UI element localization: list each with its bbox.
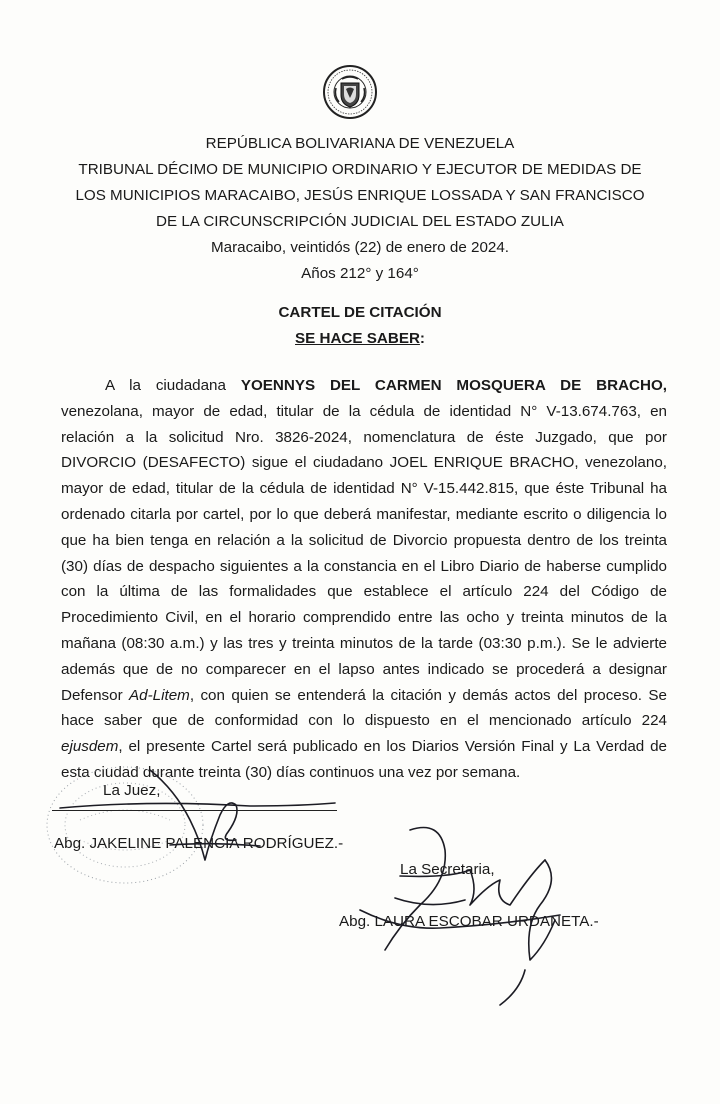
body-line bbox=[61, 683, 667, 709]
place-date: Maracaibo, veintidós (22) de enero de 2024. bbox=[210, 239, 510, 256]
title-sub bbox=[40, 326, 680, 352]
body-line: venezolana, mayor de edad, titular de la cédula de identidad N° V-13.674.763, en bbox=[61, 402, 667, 420]
body-line: relación a la solicitud Nro. 3826-2024, nomenclatura de éste Juzgado, que por bbox=[61, 428, 667, 446]
secretary-role: La Secretaria, bbox=[400, 861, 495, 878]
body-line: que ha bien tenga en relación a la solicitud de Divorcio propuesta dentro de los treinta bbox=[61, 531, 667, 549]
country-line: REPÚBLICA BOLIVARIANA DE VENEZUELA bbox=[205, 135, 515, 152]
body-line: además que de no comparecer en el lapso antes indicado se procederá a designar bbox=[61, 660, 667, 678]
body-line bbox=[61, 734, 667, 760]
body-line: mayor de edad, titular de la cédula de identidad N° V-15.442.815, que éste Tribunal ha bbox=[61, 480, 667, 498]
title-sub-colon: : bbox=[419, 330, 425, 347]
body-line: (30) días de despacho siguientes a la constancia en el Libro Diario de haberse cumplido bbox=[61, 557, 667, 575]
document-title bbox=[40, 300, 680, 352]
body-text: A la ciudadana bbox=[105, 377, 241, 394]
document-header bbox=[40, 131, 680, 287]
body-line: esta ciudad durante treinta (30) días continuos una vez por semana. bbox=[61, 763, 521, 781]
body-line: hace saber que de conformidad con lo dispuesto en el mencionado artículo 224 bbox=[61, 712, 667, 730]
body-line bbox=[61, 373, 667, 399]
years-line: Años 212° y 164° bbox=[301, 265, 419, 282]
title-main: CARTEL DE CITACIÓN bbox=[278, 304, 442, 321]
body-line: Procedimiento Civil, en el horario comprendido entre las ocho y treinta minutos de la bbox=[61, 609, 667, 627]
body-text: Defensor bbox=[61, 686, 130, 704]
body-line: DIVORCIO (DESAFECTO) sigue el ciudadano JOEL ENRIQUE BRACHO, venezolano, bbox=[61, 454, 667, 472]
tribunal-line-1: TRIBUNAL DÉCIMO DE MUNICIPIO ORDINARIO Y EJECUTOR DE MEDIDAS DE bbox=[78, 161, 642, 178]
body-line: mañana (08:30 a.m.) y las tres y treinta minutos de la tarde (03:30 p.m.). Se le advierte bbox=[61, 634, 667, 652]
judge-role: La Juez, bbox=[103, 782, 161, 799]
body-line: ordenado citarla por cartel, por lo que deberá manifestar, mediante escrito o diligencia lo bbox=[61, 505, 667, 523]
document-body bbox=[61, 373, 667, 786]
title-sub-text: SE HACE SABER bbox=[295, 330, 420, 347]
secretary-name: Abg. LAURA ESCOBAR URDANETA.- bbox=[339, 913, 599, 930]
body-text: , el presente Cartel será publicado en los Diarios Versión Final y La Verdad de bbox=[118, 738, 667, 756]
coat-of-arms-seal-icon bbox=[322, 64, 378, 120]
tribunal-line-2: LOS MUNICIPIOS MARACAIBO, JESÚS ENRIQUE LOSSADA Y SAN FRANCISCO bbox=[75, 187, 645, 204]
citee-name: YOENNYS DEL CARMEN MOSQUERA DE BRACHO, bbox=[240, 377, 668, 394]
body-italic: Ad-Litem bbox=[129, 686, 190, 704]
court-stamp-icon bbox=[40, 760, 210, 890]
body-italic: ejusdem bbox=[61, 738, 119, 756]
judge-name: Abg. JAKELINE PALENCIA RODRÍGUEZ.- bbox=[54, 835, 344, 852]
judge-signature-line bbox=[52, 810, 337, 811]
tribunal-line-3: DE LA CIRCUNSCRIPCIÓN JUDICIAL DEL ESTADO ZULIA bbox=[156, 213, 564, 230]
body-line: con la última de las formalidades que establece el artículo 224 del Código de bbox=[61, 583, 667, 601]
body-text: , con quien se entenderá la citación y demás actos del proceso. Se bbox=[189, 686, 667, 704]
